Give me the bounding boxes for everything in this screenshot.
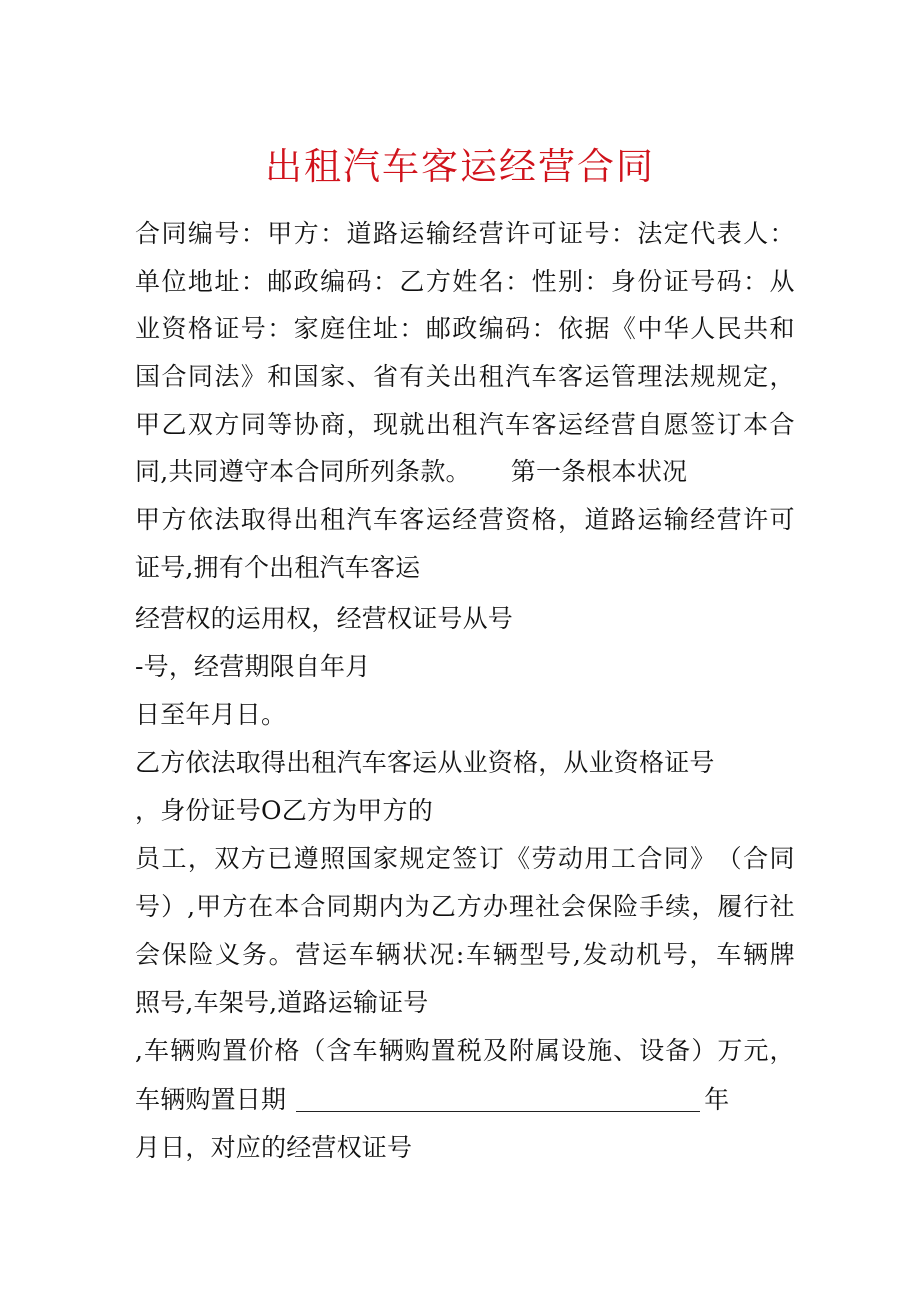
text-char: 有 bbox=[399, 362, 425, 391]
text-char: ： bbox=[320, 219, 346, 248]
text-char: 同 bbox=[326, 892, 352, 921]
text-char: 合 bbox=[300, 892, 326, 921]
text-char: 中 bbox=[637, 314, 663, 343]
text-char: 营 bbox=[610, 410, 637, 439]
text-char: 续 bbox=[665, 892, 691, 921]
text-char: 号 bbox=[546, 940, 572, 969]
text-char: 运 bbox=[399, 219, 425, 248]
text-char: 附 bbox=[508, 1036, 535, 1065]
text-char: 设 bbox=[561, 1036, 587, 1065]
text-char: 同 bbox=[663, 844, 689, 873]
text-char: 得 bbox=[267, 505, 293, 534]
text-char: 等 bbox=[267, 410, 293, 439]
text-char: 手 bbox=[639, 892, 665, 921]
text-char: 牌 bbox=[769, 940, 795, 969]
text-char: 经 bbox=[690, 505, 716, 534]
text-char: 保 bbox=[587, 892, 613, 921]
text-char: 况 bbox=[429, 940, 455, 969]
text-char: 政 bbox=[452, 314, 478, 343]
text-line-15 bbox=[135, 890, 795, 924]
text-char: 运 bbox=[558, 410, 584, 439]
text-char: 车 bbox=[531, 362, 557, 391]
text-char: 号 bbox=[690, 267, 716, 296]
text-char: 车 bbox=[348, 940, 375, 969]
text-char: 方 bbox=[161, 505, 187, 534]
text-char: 营 bbox=[295, 940, 321, 969]
text-char: 号 bbox=[135, 892, 161, 921]
text-char: 出 bbox=[452, 362, 478, 391]
text-char: 合 bbox=[135, 219, 161, 248]
text-char: 商 bbox=[320, 410, 346, 439]
text-char: 从 bbox=[769, 267, 795, 296]
text-char: ： bbox=[531, 314, 557, 343]
text-line-8: 证号,拥有个出租汽车客运 bbox=[135, 553, 421, 582]
text-char: 及 bbox=[482, 1036, 509, 1065]
text-char: ： bbox=[743, 267, 769, 296]
text-char: 照 bbox=[320, 844, 346, 873]
text-line-17: 照号,车架号,道路运输证号 bbox=[135, 988, 429, 1017]
text-char: 就 bbox=[399, 410, 425, 439]
text-char: 出 bbox=[293, 505, 319, 534]
text-char: 。 bbox=[268, 940, 294, 969]
text-char: 置 bbox=[430, 1036, 456, 1065]
text-char: 辆 bbox=[378, 1036, 404, 1065]
text-char: 会 bbox=[135, 940, 161, 969]
text-char: 购 bbox=[196, 1036, 222, 1065]
text-char: ， bbox=[691, 892, 717, 921]
text-char: （ bbox=[716, 844, 742, 873]
text-char: 租 bbox=[452, 410, 478, 439]
text-char: 格 bbox=[531, 505, 557, 534]
text-char: 施 bbox=[587, 1036, 613, 1065]
text-char: 许 bbox=[505, 219, 531, 248]
text-char: 务 bbox=[241, 940, 268, 969]
text-char: 地 bbox=[187, 267, 214, 296]
text-char: 遵 bbox=[293, 844, 319, 873]
text-line-16 bbox=[135, 938, 795, 972]
text-char: 乙 bbox=[399, 267, 425, 296]
text-char: 工 bbox=[610, 844, 637, 873]
text-char: 机 bbox=[636, 940, 662, 969]
text-char: 规 bbox=[399, 844, 425, 873]
text-char: ： bbox=[240, 267, 266, 296]
text-char: 辆 bbox=[170, 1036, 196, 1065]
text-char: 依 bbox=[187, 505, 214, 534]
text-char: 理 bbox=[508, 892, 535, 921]
text-char: 《 bbox=[505, 844, 531, 873]
text-line-20: 月日，对应的经营权证号 bbox=[135, 1133, 413, 1162]
text-char: 表 bbox=[716, 219, 742, 248]
text-char: 甲 bbox=[196, 892, 222, 921]
text-char: 邮 bbox=[425, 314, 452, 343]
text-line-6 bbox=[135, 455, 687, 489]
text-char: 国 bbox=[346, 844, 372, 873]
text-char: 和 bbox=[267, 362, 293, 391]
text-char: 编 bbox=[478, 314, 504, 343]
text-char: 同 bbox=[161, 219, 187, 248]
text-line-7 bbox=[135, 503, 795, 537]
text-char: , bbox=[135, 1036, 144, 1065]
text-char: 辆 bbox=[492, 940, 518, 969]
text-char: 甲 bbox=[135, 410, 161, 439]
text-char: 订 bbox=[716, 410, 742, 439]
text-char: 法 bbox=[214, 505, 240, 534]
text-char: 元 bbox=[743, 1036, 769, 1065]
text-char: 汽 bbox=[478, 410, 504, 439]
text-char: 营 bbox=[478, 219, 504, 248]
text-char: 双 bbox=[214, 844, 240, 873]
text-char: 社 bbox=[534, 892, 561, 921]
text-char: 姓 bbox=[452, 267, 478, 296]
text-char: 价 bbox=[248, 1036, 274, 1065]
text-char: 车 bbox=[352, 1036, 378, 1065]
text-char: : bbox=[455, 940, 465, 969]
text-char: 属 bbox=[534, 1036, 561, 1065]
text-line-13: ，身份证号O乙方为甲方的 bbox=[135, 796, 433, 825]
purchase-date-label: 车辆购置日期 bbox=[135, 1085, 287, 1114]
text-line-5 bbox=[135, 408, 795, 442]
text-char: 资 bbox=[505, 505, 531, 534]
text-char: ： bbox=[769, 219, 795, 248]
text-char: 同 bbox=[769, 844, 795, 873]
text-char: , bbox=[187, 892, 196, 921]
text-char: 格 bbox=[274, 1036, 300, 1065]
text-char: 为 bbox=[404, 892, 430, 921]
text-char: 依 bbox=[558, 314, 584, 343]
text-char: 义 bbox=[215, 940, 241, 969]
text-char: ： bbox=[584, 267, 610, 296]
text-char: 险 bbox=[188, 940, 214, 969]
text-line-3 bbox=[135, 312, 795, 346]
text-char: 方 bbox=[293, 219, 319, 248]
text-char: 可 bbox=[531, 219, 557, 248]
text-char: 用 bbox=[584, 844, 610, 873]
text-char: ， bbox=[769, 362, 795, 391]
text-char: ： bbox=[610, 219, 637, 248]
text-char: 号 bbox=[584, 219, 610, 248]
text-char: 国 bbox=[293, 362, 319, 391]
text-char: 已 bbox=[267, 844, 293, 873]
text-char: 行 bbox=[743, 892, 769, 921]
text-char: , bbox=[572, 940, 582, 969]
text-char: 国 bbox=[135, 362, 161, 391]
text-char: 华 bbox=[663, 314, 689, 343]
text-char: 身 bbox=[610, 267, 637, 296]
text-char: 定 bbox=[425, 844, 452, 873]
text-line-11: 日至年月日。 bbox=[135, 700, 287, 729]
text-char: 方 bbox=[425, 267, 452, 296]
text-char: 业 bbox=[135, 314, 161, 343]
text-char: 客 bbox=[531, 410, 557, 439]
text-char: 履 bbox=[717, 892, 743, 921]
text-char: 运 bbox=[637, 505, 663, 534]
text-char: ， bbox=[346, 410, 372, 439]
text-char: 方 bbox=[456, 892, 482, 921]
text-char: 输 bbox=[425, 219, 452, 248]
text-char: 法 bbox=[214, 362, 240, 391]
text-char: 《 bbox=[610, 314, 637, 343]
text-char: 、 bbox=[346, 362, 372, 391]
text-char: 协 bbox=[293, 410, 319, 439]
text-char: 甲 bbox=[135, 505, 161, 534]
text-char: 方 bbox=[222, 892, 248, 921]
text-char: 经 bbox=[584, 410, 610, 439]
text-char: ： bbox=[267, 314, 293, 343]
text-char: 同 bbox=[240, 410, 266, 439]
text-char: 》 bbox=[240, 362, 266, 391]
contract-title: 出租汽车客运经营合同 bbox=[265, 145, 655, 188]
text-line-12: 乙方依法取得出租汽车客运从业资格，从业资格证号 bbox=[135, 748, 715, 777]
text-char: ） bbox=[691, 1036, 717, 1065]
text-char: 共 bbox=[743, 314, 769, 343]
text-char: 辆 bbox=[375, 940, 401, 969]
text-char: 经 bbox=[452, 219, 478, 248]
text-char: 车 bbox=[372, 505, 399, 534]
text-char: 同 bbox=[187, 362, 214, 391]
text-char: 、 bbox=[613, 1036, 639, 1065]
text-char: 关 bbox=[425, 362, 452, 391]
section-heading-1: 第一条根本状况 bbox=[510, 457, 688, 486]
text-char: 人 bbox=[690, 314, 716, 343]
text-char: 路 bbox=[610, 505, 637, 534]
text-char: 状 bbox=[402, 940, 428, 969]
text-char: 乙 bbox=[430, 892, 456, 921]
text-char: 定 bbox=[743, 362, 769, 391]
text-char: 辆 bbox=[743, 940, 769, 969]
text-char: 工 bbox=[161, 844, 187, 873]
text-char: 据 bbox=[584, 314, 610, 343]
text-char: 车 bbox=[465, 940, 492, 969]
text-char: 签 bbox=[452, 844, 478, 873]
text-char: 保 bbox=[161, 940, 187, 969]
text-char: 车 bbox=[716, 940, 742, 969]
text-char: ） bbox=[161, 892, 187, 921]
text-char: 格 bbox=[187, 314, 214, 343]
text-char: 资 bbox=[161, 314, 187, 343]
fill-in-blank bbox=[296, 1083, 700, 1112]
text-char: 运 bbox=[425, 505, 452, 534]
text-char: 运 bbox=[322, 940, 348, 969]
text-char: 动 bbox=[609, 940, 635, 969]
text-char: 车 bbox=[505, 410, 531, 439]
text-char: 发 bbox=[582, 940, 608, 969]
text-char: 租 bbox=[320, 505, 346, 534]
text-char: 管 bbox=[610, 362, 637, 391]
text-char: 在 bbox=[248, 892, 274, 921]
text-char: 法 bbox=[663, 362, 689, 391]
text-char: 输 bbox=[663, 505, 689, 534]
text-char: 签 bbox=[690, 410, 716, 439]
text-char: 政 bbox=[293, 267, 319, 296]
text-char: 方 bbox=[240, 844, 266, 873]
text-char: 性 bbox=[531, 267, 557, 296]
text-char: 合 bbox=[161, 362, 187, 391]
text-char: 规 bbox=[716, 362, 742, 391]
text-char: ： bbox=[399, 314, 425, 343]
text-char: 家 bbox=[372, 844, 399, 873]
text-line-1 bbox=[135, 217, 795, 251]
text-char: 可 bbox=[769, 505, 795, 534]
text-char: 家 bbox=[293, 314, 319, 343]
text-char: 取 bbox=[240, 505, 266, 534]
text-char: 邮 bbox=[267, 267, 293, 296]
text-char: 租 bbox=[478, 362, 504, 391]
text-char: 号 bbox=[214, 219, 240, 248]
text-char: 社 bbox=[769, 892, 795, 921]
text-char: 备 bbox=[665, 1036, 691, 1065]
text-char: 庭 bbox=[320, 314, 346, 343]
text-char: 定 bbox=[663, 219, 689, 248]
text-char: 》 bbox=[690, 844, 716, 873]
year-label: 年 bbox=[704, 1085, 730, 1114]
text-char: 证 bbox=[558, 219, 584, 248]
text-char: 愿 bbox=[663, 410, 689, 439]
text-char: 甲 bbox=[267, 219, 293, 248]
text-line-6-main: 同,共同遵守本合同所列条款。 bbox=[135, 457, 471, 486]
text-char: 单 bbox=[135, 267, 161, 296]
text-char: （ bbox=[300, 1036, 326, 1065]
text-char: 本 bbox=[743, 410, 769, 439]
text-char: 址 bbox=[372, 314, 399, 343]
text-char: 会 bbox=[561, 892, 587, 921]
text-char: ， bbox=[769, 1036, 795, 1065]
text-char: 合 bbox=[769, 410, 795, 439]
text-char: 客 bbox=[399, 505, 425, 534]
text-char: 本 bbox=[274, 892, 300, 921]
text-char: 动 bbox=[558, 844, 584, 873]
text-char: 订 bbox=[478, 844, 504, 873]
text-char: 别 bbox=[558, 267, 584, 296]
text-char: 道 bbox=[346, 219, 372, 248]
text-char: 号 bbox=[240, 314, 266, 343]
text-char: 营 bbox=[478, 505, 504, 534]
text-char: 自 bbox=[637, 410, 663, 439]
text-char: 法 bbox=[637, 219, 663, 248]
text-char: 名 bbox=[478, 267, 504, 296]
text-char: 住 bbox=[346, 314, 372, 343]
text-char: 型 bbox=[519, 940, 545, 969]
text-char: 份 bbox=[637, 267, 663, 296]
text-char: 人 bbox=[743, 219, 769, 248]
text-char: 码 bbox=[505, 314, 531, 343]
text-char: 运 bbox=[584, 362, 610, 391]
text-char: 购 bbox=[404, 1036, 430, 1065]
text-char: 编 bbox=[320, 267, 346, 296]
text-char: 营 bbox=[716, 505, 742, 534]
text-char: 和 bbox=[769, 314, 795, 343]
text-char: ， bbox=[689, 940, 715, 969]
text-char: 码 bbox=[346, 267, 372, 296]
text-char: 员 bbox=[135, 844, 161, 873]
text-char: 合 bbox=[743, 844, 769, 873]
text-char: 证 bbox=[663, 267, 689, 296]
text-char: ： bbox=[240, 219, 266, 248]
text-char: ： bbox=[505, 267, 531, 296]
text-char: 址 bbox=[214, 267, 240, 296]
text-char: 规 bbox=[690, 362, 716, 391]
text-char: 含 bbox=[326, 1036, 352, 1065]
text-char: ， bbox=[558, 505, 584, 534]
text-line-4 bbox=[135, 360, 795, 394]
text-char: 险 bbox=[613, 892, 639, 921]
text-char: 内 bbox=[378, 892, 404, 921]
text-char: 省 bbox=[372, 362, 399, 391]
text-line-9: 经营权的运用权，经营权证号从号 bbox=[135, 604, 514, 633]
text-char: 方 bbox=[214, 410, 240, 439]
text-char: 位 bbox=[161, 267, 187, 296]
text-char: 路 bbox=[372, 219, 399, 248]
text-char: 双 bbox=[187, 410, 214, 439]
text-line-2 bbox=[135, 265, 795, 299]
text-char: 民 bbox=[716, 314, 742, 343]
text-char: 万 bbox=[717, 1036, 743, 1065]
text-char: 号 bbox=[662, 940, 688, 969]
text-char: 现 bbox=[372, 410, 399, 439]
text-char: 经 bbox=[452, 505, 478, 534]
text-char: 家 bbox=[320, 362, 346, 391]
text-char: 道 bbox=[584, 505, 610, 534]
text-char: 车 bbox=[144, 1036, 170, 1065]
text-line-10: -号，经营期限自年月 bbox=[135, 652, 371, 681]
text-char: 汽 bbox=[505, 362, 531, 391]
text-char: ： bbox=[372, 267, 399, 296]
text-char: 理 bbox=[637, 362, 663, 391]
text-line-19 bbox=[135, 1083, 729, 1117]
text-char: ， bbox=[187, 844, 214, 873]
text-char: 期 bbox=[352, 892, 378, 921]
text-char: 证 bbox=[214, 314, 240, 343]
text-char: 汽 bbox=[346, 505, 372, 534]
text-char: 乙 bbox=[161, 410, 187, 439]
text-char: 办 bbox=[482, 892, 509, 921]
text-char: 码 bbox=[716, 267, 742, 296]
text-char: 代 bbox=[690, 219, 716, 248]
text-char: 设 bbox=[639, 1036, 665, 1065]
text-char: 编 bbox=[187, 219, 214, 248]
text-char: 置 bbox=[222, 1036, 248, 1065]
text-char: 合 bbox=[637, 844, 663, 873]
text-char: 客 bbox=[558, 362, 584, 391]
text-char: 出 bbox=[425, 410, 452, 439]
text-line-14 bbox=[135, 842, 795, 876]
text-char: 许 bbox=[743, 505, 769, 534]
text-char: 税 bbox=[456, 1036, 482, 1065]
text-char: 劳 bbox=[531, 844, 557, 873]
text-line-18 bbox=[135, 1034, 795, 1068]
